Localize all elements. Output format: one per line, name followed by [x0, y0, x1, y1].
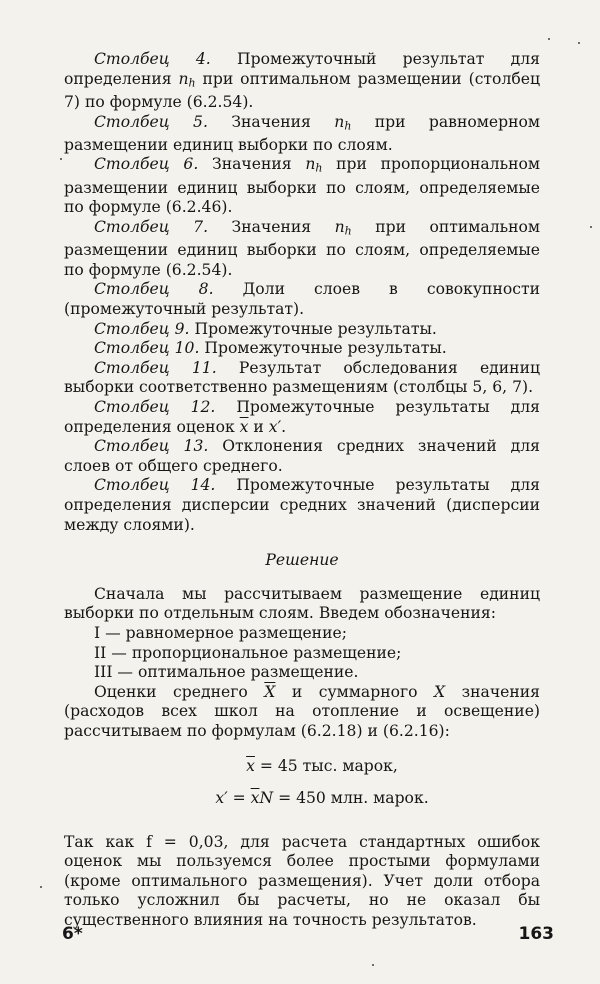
- scan-speck: [60, 158, 62, 160]
- formula-total: $x' = \overline{x}N = 450$ млн. марок.: [215, 789, 429, 808]
- text-column: [64, 50, 540, 931]
- column-7-description: Столбец 7. Значения $n_h$ при оптимальном размещении единиц выборки по слоям, определяемые по формуле (6.2.54).: [64, 217, 541, 279]
- definition-item: III — оптимальное размещение.: [94, 663, 359, 682]
- scan-speck: [590, 226, 592, 228]
- definition-item: I — равномерное размещение;: [94, 623, 347, 642]
- formula-mean: $\overline{x} = 45$ тыс. марок,: [246, 757, 398, 776]
- section-heading: Решение: [265, 551, 339, 570]
- column-6-description: Столбец 6. Значения $n_h$ при пропорциональном размещении единиц выборки по слоям, определяемые по формуле (6.2.46).: [64, 155, 540, 217]
- column-11-description: Столбец 11. Результат обследования единиц выборки соответственно размещениям (столбцы 5, 6, 7).: [64, 358, 540, 397]
- x-bar-symbol: $\overline{X}$: [264, 682, 276, 701]
- column-5-description: Столбец 5. Значения $n_h$ при равномерном размещении единиц выборки по слоям.: [64, 112, 540, 154]
- scan-speck: [372, 964, 374, 966]
- scan-speck: [548, 38, 550, 40]
- scan-speck: [578, 42, 580, 44]
- column-8-description: Столбец 8. Доли слоев в совокупности (промежуточный результат).: [64, 280, 540, 318]
- column-10-description: Столбец 10. Промежуточные результаты.: [94, 339, 447, 358]
- page-number: 163: [518, 924, 554, 944]
- definition-item: II — пропорциональное размещение;: [94, 643, 402, 662]
- signature-mark: 6*: [62, 924, 83, 944]
- column-12-description: Столбец 12. Промежуточные результаты для определения оценок $\overline{x}$ и x′.: [64, 397, 540, 436]
- column-4-description: Столбец 4. Промежуточный результат для определения $n_h$ при оптимальном размещении (столбец 7) по формуле (6.2.54).: [64, 50, 540, 111]
- intro-paragraph: Сначала мы рассчитываем размещение единиц выборки по отдельным слоям. Введем обозначения:: [64, 584, 540, 623]
- x-bar-symbol: $\overline{x}$: [239, 417, 249, 436]
- column-14-description: Столбец 14. Промежуточные результаты для определения дисперсии средних значений (дисперсии между слоями).: [64, 476, 540, 534]
- column-13-description: Столбец 13. Отклонения средних значений для слоев от общего среднего.: [64, 437, 540, 475]
- column-9-description: Столбец 9. Промежуточные результаты.: [94, 319, 437, 338]
- scan-speck: [40, 886, 42, 888]
- closing-paragraph: Так как f = 0,03, для расчета стандартных ошибок оценок мы пользуемся более простыми формулами (кроме оптимального размещения). Учет доли отбора только усложнил бы расчеты, но не оказал бы существенного влияния на точность результатов.: [64, 832, 540, 930]
- estimates-paragraph: Оценки среднего $\overline{X}$ и суммарного X значения (расходов всех школ на отопление и освещение) рассчитываем по формулам (6.2.18) и (6.2.16):: [64, 682, 540, 740]
